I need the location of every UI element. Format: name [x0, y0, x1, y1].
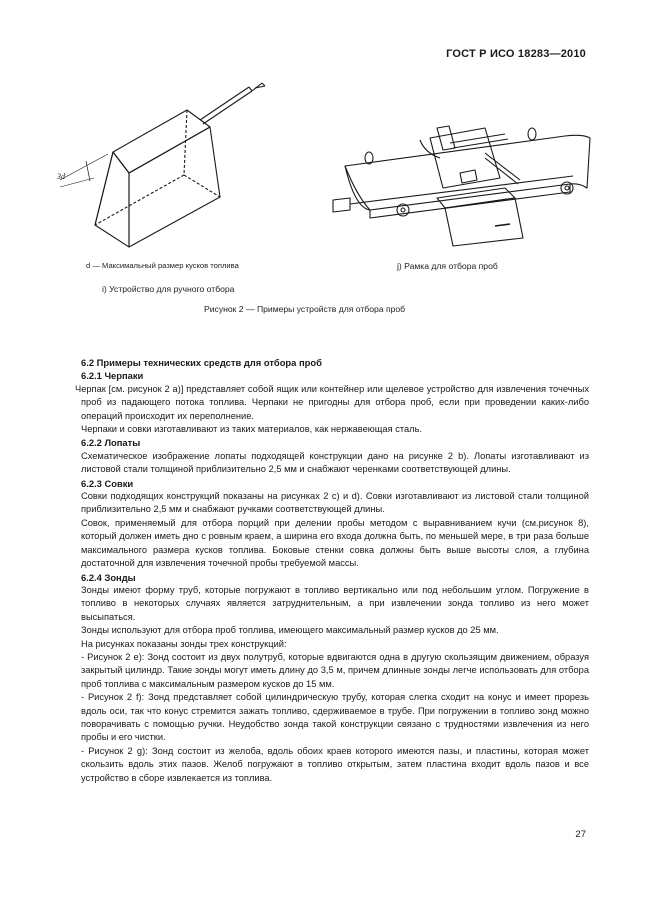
page-number: 27	[575, 829, 586, 840]
paragraph: - Рисунок 2 е): Зонд состоит из двух полутруб, которые вдвигаются одна в другую скользящим движением, образуя закрытый цилиндр. Такие зонды могут иметь длину до 3,5 м, причем длинные зонды легче использовать для отбора проб топлива с максимальным размером кусков до 15 мм.	[81, 651, 589, 689]
paragraph: На рисунках показаны зонды трех конструкций:	[81, 638, 287, 649]
scoop-figure	[50, 75, 280, 255]
paragraph: Черпак [см. рисунок 2 а)] представляет собой ящик или контейнер или щелевое устройство для извлечения точечных проб из падающего потока топлива. Черпаки не пригодны для отбора проб, если при проведении каких-либо операций происходит их переполнение.	[75, 383, 589, 421]
figure-caption: Рисунок 2 — Примеры устройств для отбора проб	[204, 304, 406, 314]
paragraph: Схематическое изображение лопаты подходящей конструкции дано на рисунке 2 b). Лопаты изготавливают из листовой стали толщиной приблизительно 2,5 мм и снабжают черенками соответствующей длины.	[81, 450, 589, 475]
paragraph: Зонды используют для отбора проб топлива, имеющего максимальный размер кусков до 25 мм.	[81, 625, 499, 636]
heading-6-2-2: 6.2.2 Лопаты	[81, 437, 141, 449]
document-id: ГОСТ Р ИСО 18283—2010	[446, 48, 586, 60]
body-text	[75, 356, 589, 785]
paragraph: - Рисунок 2 g): Зонд состоит из желоба, вдоль обоих краев которого имеются пазы, и пластины, которая может скользить вдоль этих пазов. Желоб погружают в топливо открытым, затем пластина входит вдоль пазов и все устройство в сборе извлекается из топлива.	[81, 745, 589, 783]
paragraph: Зонды имеют форму труб, которые погружают в топливо вертикально или под небольшим углом. Погружение в топливо в некоторых случаях является затруднительным, а при извлечении зонда топливо из него может высыпаться.	[81, 584, 589, 622]
dimension-label: 3d	[57, 172, 65, 181]
heading-6-2: 6.2 Примеры технических средств для отбора проб	[81, 357, 322, 368]
caption-i: i) Устройство для ручного отбора	[102, 284, 235, 294]
heading-6-2-1: 6.2.1 Черпаки	[81, 370, 144, 382]
paragraph: - Рисунок 2 f): Зонд представляет собой цилиндрическую трубу, которая слегка сходит на конус и имеет прорезь вдоль оси, так что конус стремится зажать топливо, сдерживаемое в трубе. При погружении в топливо зонд можно поворачивать с помощью ручки. Неудобство зонда такой конструкции связано с трудностями извлечения из него пробы и его чистки.	[81, 692, 589, 743]
heading-6-2-4: 6.2.4 Зонды	[81, 571, 136, 583]
heading-6-2-3: 6.2.3 Совки	[81, 477, 134, 489]
paragraph: Черпаки и совки изготавливают из таких материалов, как нержавеющая сталь.	[81, 424, 423, 435]
sampling-frame-figure	[325, 98, 605, 248]
paragraph: Совок, применяемый для отбора порций при делении пробы методом с выравниванием кучи (см.рисунок 8), который должен иметь дно с ровным краем, а ширина его входа должна быть, по меньшей мере, в три раза больше максимального размера кусков топлива. Боковые стенки совка должны быть выше высоты слоя, а глубина достаточной для извлечения точечной пробы требуемой массы.	[81, 517, 589, 569]
paragraph: Совки подходящих конструкций показаны на рисунках 2 c) и d). Совки изготавливают из листовой стали толщиной приблизительно 2,5 мм и снабжают ручками соответствующей длины.	[81, 491, 589, 515]
caption-j: j) Рамка для отбора проб	[397, 261, 498, 271]
legend-d: d — Максимальный размер кусков топлива	[86, 261, 239, 270]
